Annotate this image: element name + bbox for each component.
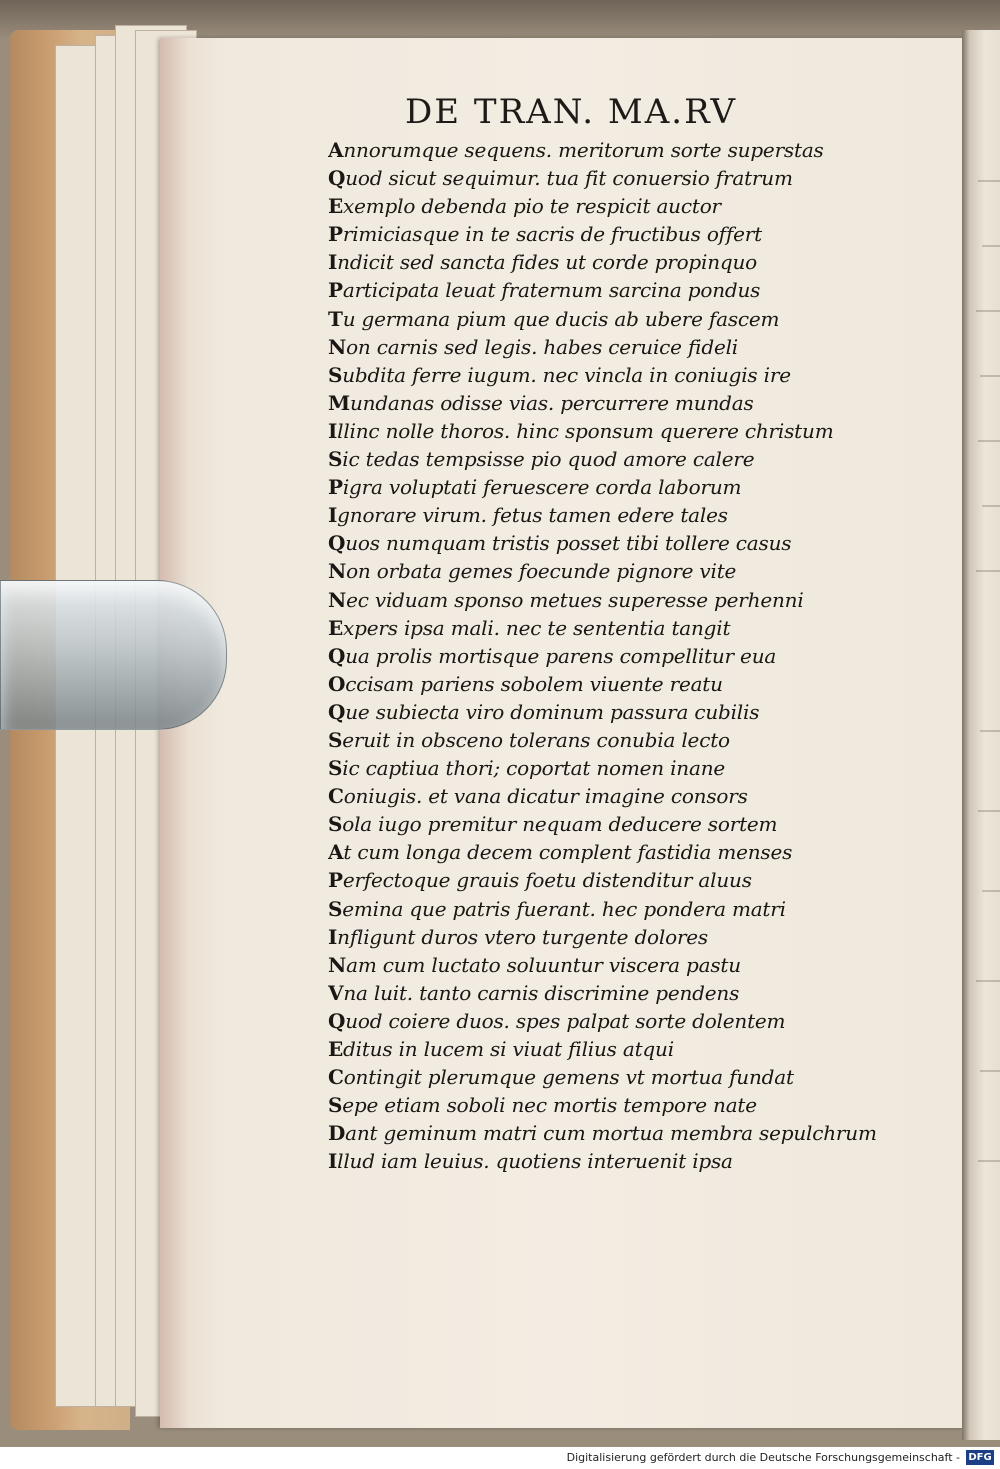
facing-page-edge xyxy=(962,30,1000,1440)
verse-line: Exemplo debenda pio te respicit auctor xyxy=(328,194,721,219)
verse-line: At cum longa decem complent fastidia menses xyxy=(328,840,793,865)
verse-line: Perfectoque grauis foetu distenditur aluus xyxy=(328,868,752,893)
show-through-text xyxy=(980,1070,1000,1072)
verse-line: Nec viduam sponso metues superesse perhenni xyxy=(328,587,804,612)
verse-line: Contingit plerumque gemens vt mortua fundat xyxy=(328,1065,794,1090)
show-through-text xyxy=(976,310,1000,312)
verse-line: Nam cum luctato soluuntur viscera pastu xyxy=(328,952,741,977)
funding-credit: Digitalisierung gefördert durch die Deutsche Forschungsgemeinschaft - xyxy=(566,1451,960,1464)
verse-line: Subdita ferre iugum. nec vincla in coniugis ire xyxy=(328,362,791,387)
verse-line: Quod sicut sequimur. tua fit conuersio fratrum xyxy=(328,166,793,191)
verse-line: Indicit sed sancta fides ut corde propinquo xyxy=(328,250,758,275)
show-through-text xyxy=(978,180,1000,182)
show-through-text xyxy=(978,440,1000,442)
verse-line: Expers ipsa mali. nec te sententia tangit xyxy=(328,615,731,640)
verse-line: Sepe etiam soboli nec mortis tempore nate xyxy=(328,1093,757,1118)
gutter-shadow xyxy=(160,38,190,1428)
glass-page-weight xyxy=(0,580,227,730)
verse-line: Dant geminum matri cum mortua membra sepulchrum xyxy=(328,1121,877,1146)
verse-line: Tu germana pium que ducis ab ubere fascem xyxy=(328,306,780,331)
show-through-text xyxy=(982,245,1000,247)
verse-line: Quod coiere duos. spes palpat sorte dolentem xyxy=(328,1008,786,1033)
verse-line: Coniugis. et vana dicatur imagine consors xyxy=(328,784,748,809)
verse-line: Vna luit. tanto carnis discrimine pendens xyxy=(328,980,740,1005)
verse-line: Editus in lucem si viuat filius atqui xyxy=(328,1037,674,1061)
verse-line: Primiciasque in te sacris de fructibus offert xyxy=(328,222,762,247)
show-through-text xyxy=(978,1160,1000,1162)
verse-line: Non carnis sed legis. habes ceruice fideli xyxy=(328,334,738,359)
show-through-text xyxy=(976,570,1000,572)
verse-line: Infligunt duros vtero turgente dolores xyxy=(328,924,708,949)
verse-line: Illinc nolle thoros. hinc sponsum querere christum xyxy=(328,418,834,443)
show-through-text xyxy=(976,980,1000,982)
running-head: DE TRAN. MA.RV xyxy=(405,92,738,132)
verse-line: Seruit in obsceno tolerans conubia lecto xyxy=(328,727,730,752)
verse-line: Illud iam leuius. quotiens interuenit ipsa xyxy=(328,1149,733,1174)
verse-line: Sic captiua thori; coportat nomen inane xyxy=(328,756,726,781)
verse-line: Que subiecta viro dominum passura cubilis xyxy=(328,699,760,724)
show-through-text xyxy=(978,810,1000,812)
show-through-text xyxy=(980,375,1000,377)
verse-line: Mundanas odisse vias. percurrere mundas xyxy=(328,390,754,415)
footer-bar xyxy=(0,1447,1000,1469)
verse-line: Occisam pariens sobolem viuente reatu xyxy=(328,671,723,696)
verse-line: Sic tedas tempsisse pio quod amore calere xyxy=(328,447,755,472)
verse-line: Qua prolis mortisque parens compellitur eua xyxy=(328,643,777,668)
dfg-logo: DFG xyxy=(966,1450,994,1465)
show-through-text xyxy=(980,730,1000,732)
verse-line: Annorumque sequens. meritorum sorte superstas xyxy=(328,138,824,162)
verse-line: Pigra voluptati feruescere corda laborum xyxy=(328,475,742,500)
verse-line: Non orbata gemes foecunde pignore vite xyxy=(328,559,737,584)
verse-line: Sola iugo premitur nequam deducere sortem xyxy=(328,812,778,837)
show-through-text xyxy=(982,890,1000,892)
verse-line: Semina que patris fuerant. hec pondera matri xyxy=(328,896,786,921)
verse-line: Quos numquam tristis posset tibi tollere casus xyxy=(328,531,792,556)
verse-text xyxy=(328,136,888,1175)
verse-line: Participata leuat fraternum sarcina pondus xyxy=(328,278,761,303)
show-through-text xyxy=(982,505,1000,507)
verse-line: Ignorare virum. fetus tamen edere tales xyxy=(328,503,728,528)
